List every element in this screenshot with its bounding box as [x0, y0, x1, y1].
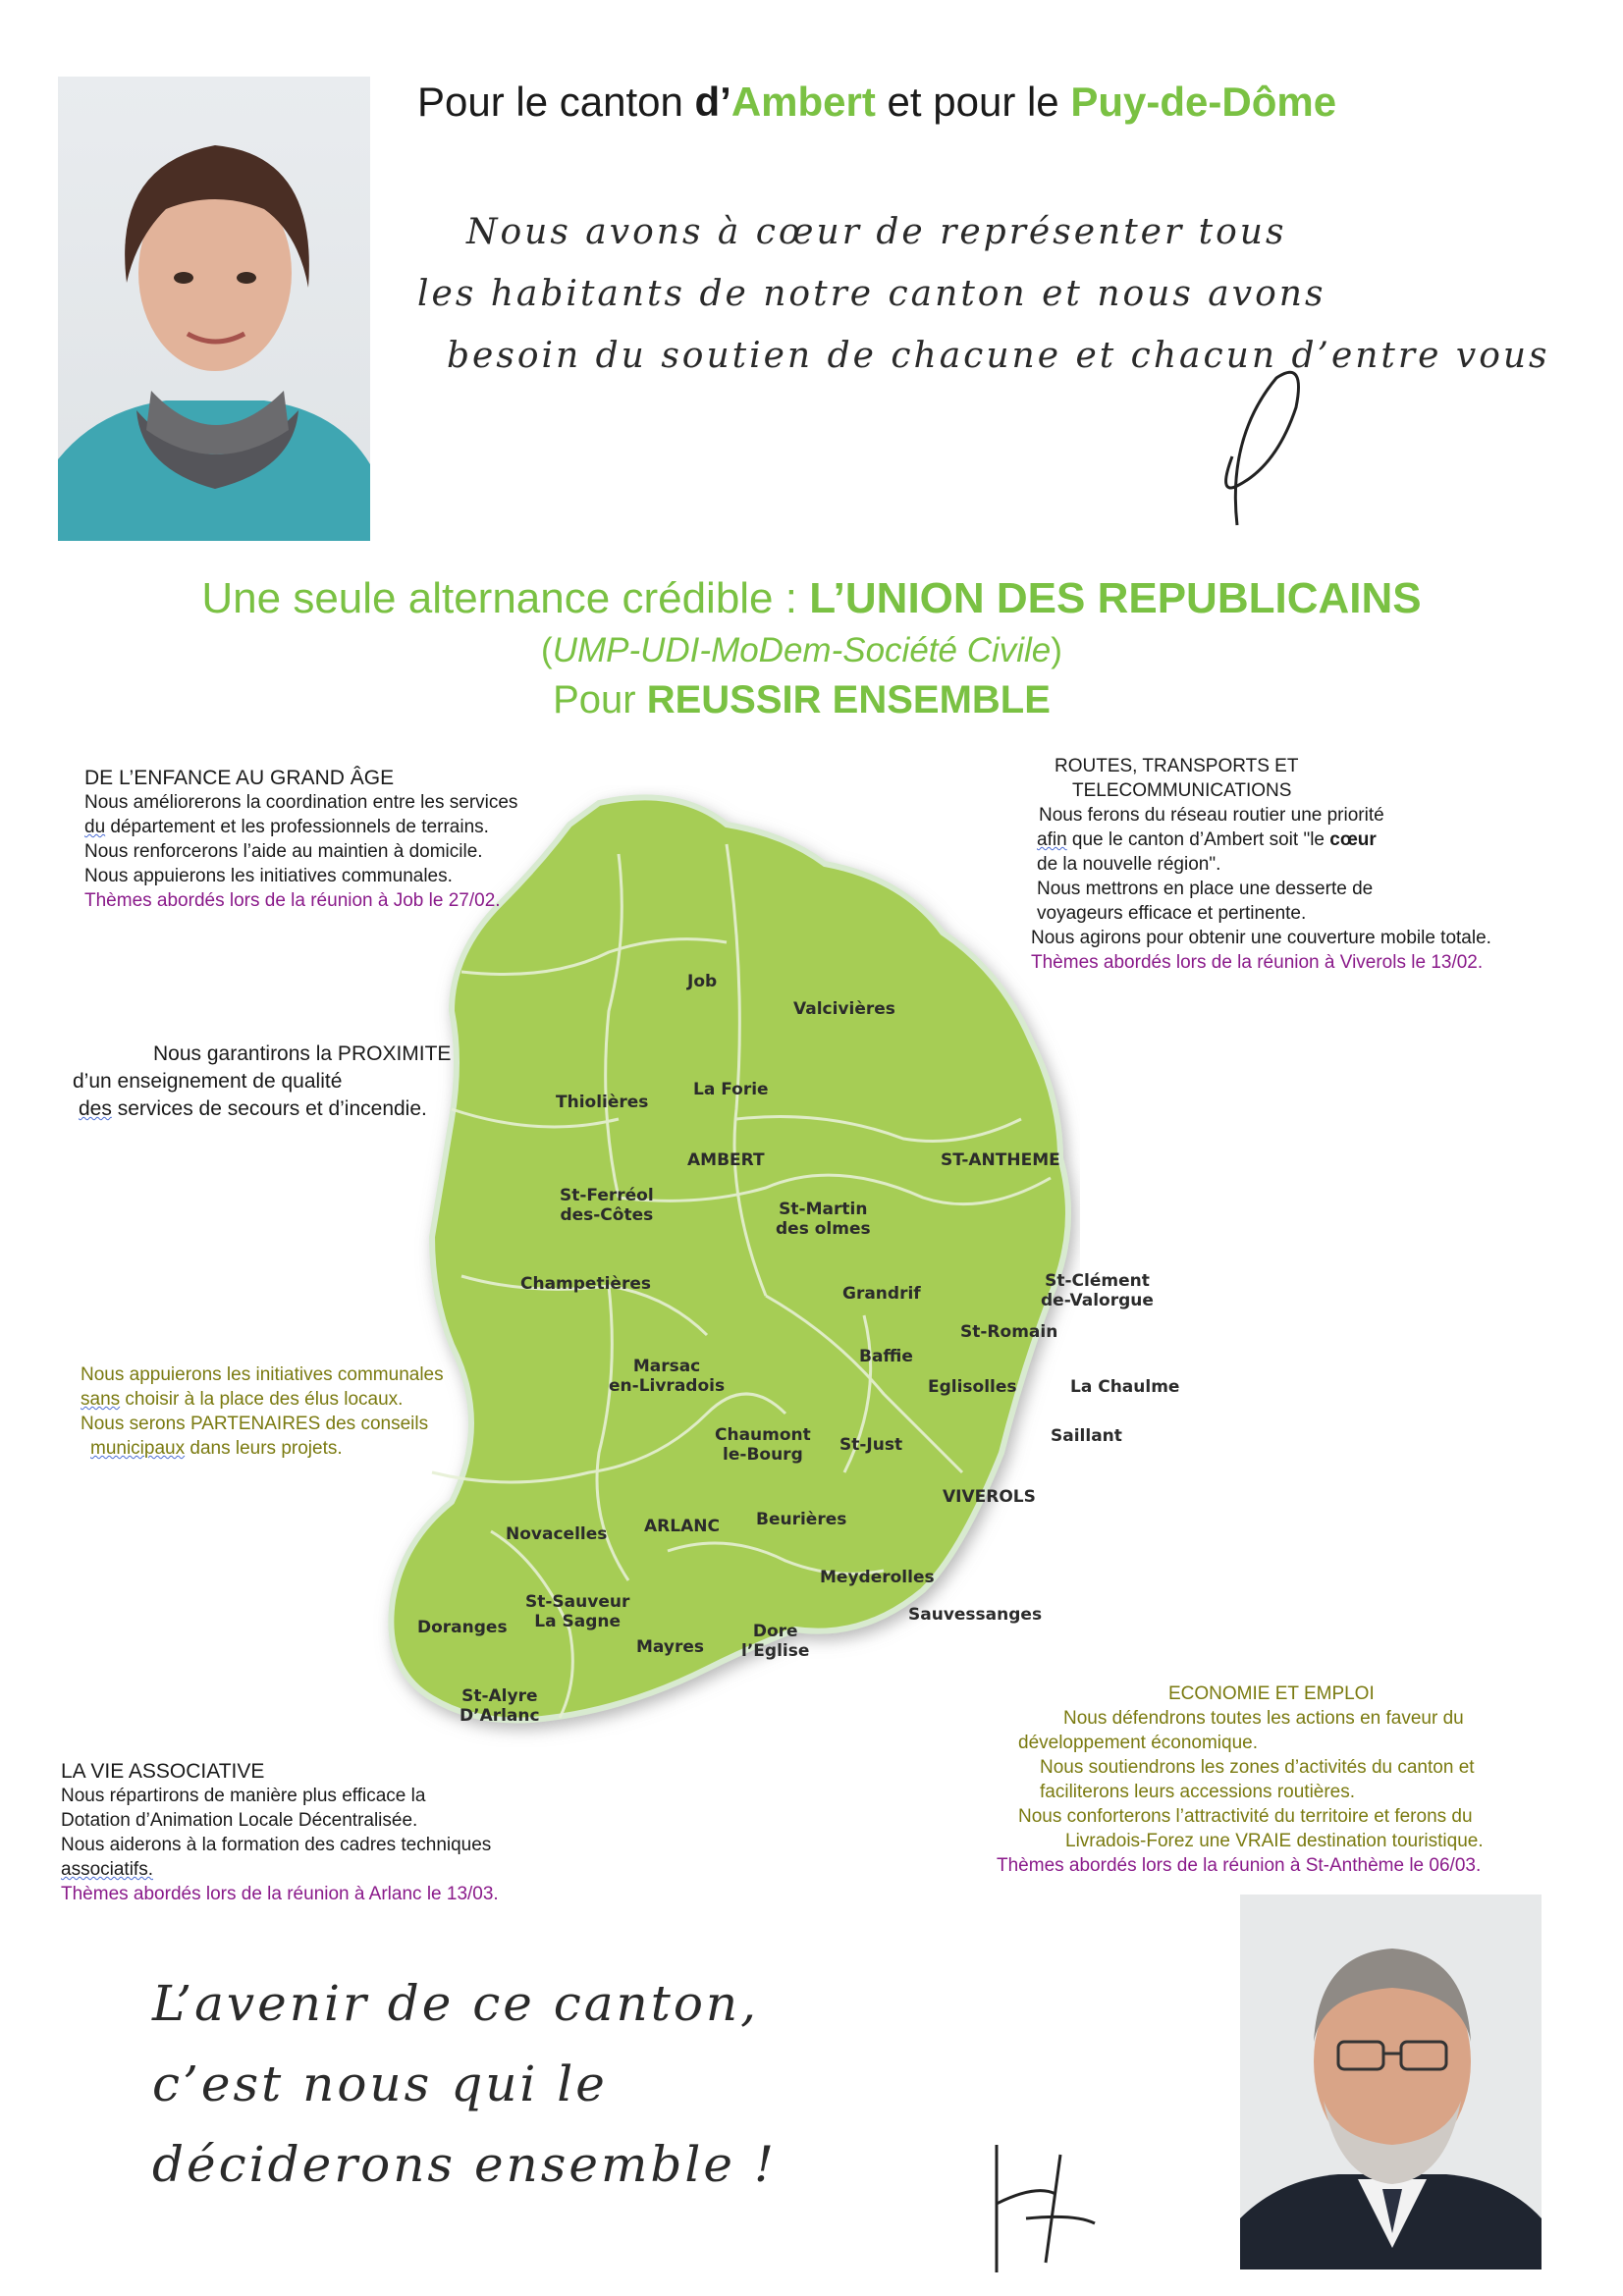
section-enfance: [84, 766, 517, 913]
map-label-st-martin: St-Martin des olmes: [776, 1200, 871, 1239]
vie-meeting: Thèmes abordés lors de la réunion à Arlanc le 13/03.: [61, 1884, 499, 1904]
routes-line: Nous agirons pour obtenir une couverture mobile totale.: [1031, 928, 1491, 948]
title-d: d’: [694, 79, 731, 125]
slogan-prefix: Une seule alternance crédible :: [201, 574, 810, 622]
routes-heading: TELECOMMUNICATIONS: [1072, 780, 1292, 801]
economie-line: Livradois-Forez une VRAIE destination touristique.: [1065, 1831, 1484, 1851]
proximite-line: services de secours et d’incendie.: [111, 1097, 427, 1120]
enfance-meeting: Thèmes abordés lors de la réunion à Job le 27/02.: [84, 890, 501, 911]
communes-line-municipaux: municipaux: [90, 1438, 186, 1459]
enfance-line: département et les professionnels de terrains.: [105, 817, 489, 837]
slogan: [0, 571, 1623, 724]
title-ambert: Ambert: [730, 79, 876, 125]
map-label-job: Job: [687, 972, 718, 991]
map-label-sauvessanges: Sauvessanges: [908, 1605, 1043, 1625]
map-label-champetieres: Champetières: [520, 1274, 651, 1294]
map-label-grandrif: Grandrif: [842, 1284, 921, 1304]
economie-line: Nous défendrons toutes les actions en faveur du: [1063, 1708, 1464, 1729]
map-label-ambert: AMBERT: [687, 1150, 765, 1170]
economie-meeting: Thèmes abordés lors de la réunion à St-Anthème le 06/03.: [997, 1855, 1482, 1876]
handwritten-intro-line: Nous avons à cœur de représenter tous: [466, 212, 1287, 252]
candidate-photo-woman: [58, 77, 370, 541]
routes-line: de la nouvelle région".: [1037, 854, 1221, 875]
enfance-line-du: du: [84, 817, 106, 837]
map-label-la-chaulme: La Chaulme: [1070, 1377, 1180, 1397]
vie-line: Dotation d’Animation Locale Décentralisée.: [61, 1810, 418, 1831]
map-label-baffie: Baffie: [859, 1347, 913, 1366]
handwritten-intro-line: les habitants de notre canton et nous avons: [417, 274, 1326, 314]
slogan-parties: UMP-UDI-MoDem-Société Civile: [552, 631, 1052, 669]
section-communes: [81, 1362, 444, 1461]
economie-line: Nous conforterons l’attractivité du territoire et ferons du: [1018, 1806, 1473, 1827]
signature-man: [967, 2125, 1105, 2282]
map-label-st-romain: St-Romain: [960, 1322, 1058, 1342]
slogan-paren-open: (: [541, 631, 553, 669]
map-label-dore-leglise: Dore l’Eglise: [741, 1622, 810, 1661]
routes-heading: ROUTES, TRANSPORTS ET: [1055, 756, 1299, 776]
map-label-viverols: VIVEROLS: [943, 1487, 1036, 1507]
title-part2: et pour le: [875, 79, 1071, 125]
handwritten-footer-line: déciderons ensemble !: [152, 2136, 777, 2193]
handwritten-intro-line: besoin du soutien de chacune et chacun d’entre vous: [447, 336, 1550, 376]
title-part1: Pour le canton: [417, 79, 695, 125]
candidate-photo-man: [1240, 1895, 1542, 2269]
map-label-marsac: Marsac en-Livradois: [609, 1357, 726, 1396]
slogan-pour: Pour: [553, 678, 647, 721]
map-region-shape: [391, 797, 1068, 1720]
routes-line: Nous mettrons en place une desserte de: [1037, 879, 1374, 899]
vie-line: Nous aiderons à la formation des cadres techniques: [61, 1835, 492, 1855]
routes-line: voyageurs efficace et pertinente.: [1037, 903, 1307, 924]
proximite-line: Nous garantirons la PROXIMITE: [153, 1042, 452, 1065]
economie-line: développement économique.: [1018, 1733, 1259, 1753]
communes-line: choisir à la place des élus locaux.: [120, 1389, 404, 1410]
map-label-arlanc: ARLANC: [644, 1517, 720, 1536]
map-label-st-just: St-Just: [839, 1435, 903, 1455]
map-label-meyderolles: Meyderolles: [820, 1568, 935, 1587]
map-label-st-clement: St-Clément de-Valorgue: [1041, 1271, 1154, 1310]
economie-line: faciliterons leurs accessions routières.: [1040, 1782, 1356, 1802]
map-label-st-antheme: ST-ANTHEME: [941, 1150, 1060, 1170]
map-label-eglisolles: Eglisolles: [928, 1377, 1017, 1397]
routes-line: que le canton d’Ambert soit "le: [1066, 829, 1330, 850]
map-label-st-sauveur: St-Sauveur La Sagne: [525, 1592, 630, 1631]
map-label-saillant: Saillant: [1051, 1426, 1122, 1446]
handwritten-intro: [417, 201, 1550, 387]
handwritten-footer-line: c’est nous qui le: [152, 2056, 608, 2112]
vie-heading: LA VIE ASSOCIATIVE: [61, 1760, 265, 1783]
map-label-st-ferreol: St-Ferréol des-Côtes: [560, 1186, 654, 1225]
economie-line: Nous soutiendrons les zones d’activités du canton et: [1040, 1757, 1475, 1778]
enfance-line: Nous renforcerons l’aide au maintien à domicile.: [84, 841, 483, 862]
section-proximite: [73, 1041, 451, 1123]
communes-line: Nous serons PARTENAIRES des conseils: [81, 1414, 429, 1434]
map-label-novacelles: Novacelles: [506, 1524, 608, 1544]
section-vie-associative: [61, 1759, 499, 1906]
routes-meeting: Thèmes abordés lors de la réunion à Viverols le 13/02.: [1031, 952, 1484, 973]
canton-map: [373, 785, 1080, 1747]
signature-woman: [1198, 358, 1345, 535]
slogan-reussir: REUSSIR ENSEMBLE: [646, 678, 1051, 721]
slogan-paren-close: ): [1051, 631, 1062, 669]
handwritten-footer-line: L’avenir de ce canton,: [152, 1975, 760, 2032]
handwritten-footer: [152, 1963, 777, 2205]
economie-heading: ECONOMIE ET EMPLOI: [1168, 1683, 1375, 1704]
slogan-union: L’UNION DES REPUBLICAINS: [809, 574, 1422, 622]
enfance-heading: DE L’ENFANCE AU GRAND ÂGE: [84, 767, 395, 789]
page-title: [417, 79, 1336, 126]
proximite-line: d’un enseignement de qualité: [73, 1070, 343, 1093]
map-label-chaumont: Chaumont le-Bourg: [715, 1425, 811, 1465]
section-economie: [997, 1682, 1484, 1878]
map-label-mayres: Mayres: [636, 1637, 704, 1657]
section-routes: [1031, 754, 1491, 975]
communes-line: dans leurs projets.: [185, 1438, 343, 1459]
vie-line-associatifs: associatifs.: [61, 1859, 153, 1880]
map-label-valcivieres: Valcivières: [793, 999, 895, 1019]
communes-line: Nous appuierons les initiatives communales: [81, 1364, 444, 1385]
map-label-st-alyre: St-Alyre D’Arlanc: [460, 1686, 540, 1726]
enfance-line: Nous améliorerons la coordination entre les services: [84, 792, 518, 813]
routes-line-coeur: cœur: [1329, 829, 1377, 850]
map-label-beurieres: Beurières: [756, 1510, 847, 1529]
title-puy-de-dome: Puy-de-Dôme: [1070, 79, 1337, 125]
map-label-doranges: Doranges: [417, 1618, 508, 1637]
map-label-thiolieres: Thiolières: [556, 1093, 649, 1112]
map-label-la-forie: La Forie: [693, 1080, 769, 1099]
enfance-line: Nous appuierons les initiatives communales.: [84, 866, 453, 886]
routes-line: Nous ferons du réseau routier une priorité: [1039, 805, 1384, 826]
routes-line-afin: afin: [1037, 829, 1067, 850]
communes-line-sans: sans: [81, 1389, 121, 1410]
vie-line: Nous répartirons de manière plus efficace la: [61, 1786, 426, 1806]
proximite-line-des: des: [79, 1097, 112, 1120]
